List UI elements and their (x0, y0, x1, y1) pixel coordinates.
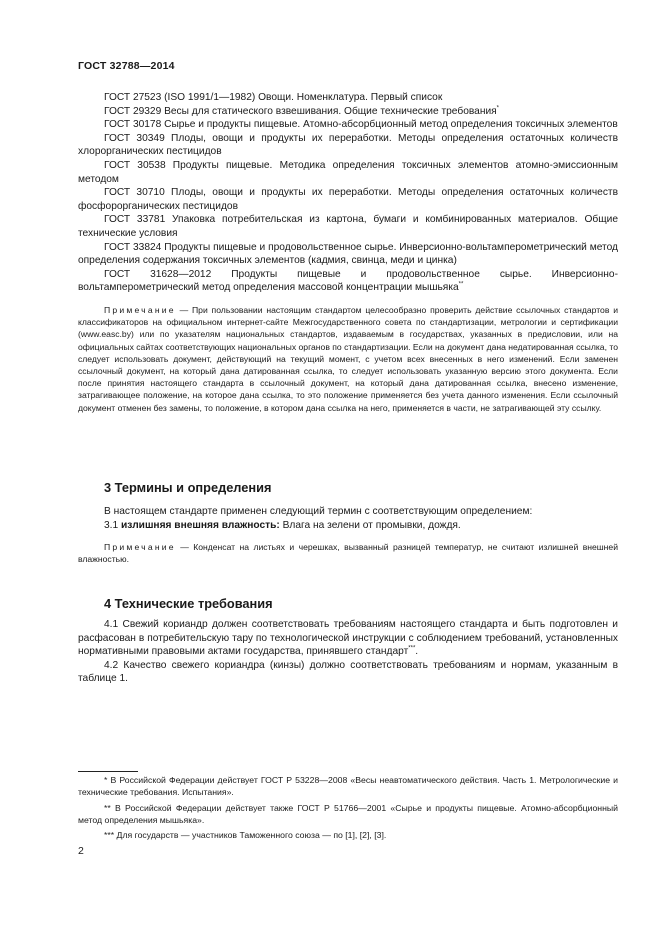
note-label: Примечание (104, 304, 176, 315)
footnote-mark: * (496, 105, 499, 112)
reference-item: ГОСТ 29329 Весы для статического взвешивания. Общие технические требования* (104, 105, 499, 117)
footnote: ** В Российской Федерации действует также ГОСТ Р 51766—2001 «Сырье и продукты пищевые. Атомно-абсорбционный метод определения мышьяка». (78, 802, 618, 825)
section-3-note: Примечание — Конденсат на листьях и черешках, вызванный разницей температур, не считают излишней внешней влажностью. (78, 542, 619, 565)
section-3-intro: В настоящем стандарте применен следующий термин с соответствующим определением: (104, 506, 533, 517)
normative-references (78, 91, 618, 414)
footnote-mark: *** (408, 645, 416, 652)
reference-item: ГОСТ 30538 Продукты пищевые. Методика определения токсичных элементов атомно-эмиссионным методом (78, 159, 618, 185)
footnotes (78, 774, 618, 844)
clause-4-2: 4.2 Качество свежего кориандра (кинзы) должно соответствовать требованиям и нормам, указанным в таблице 1. (78, 659, 618, 685)
clause-4-1: 4.1 Свежий кориандр должен соответствовать требованиям настоящего стандарта и быть подготовлен и расфасован в потребительскую тару по технологической инструкции с соблюдением требований, установленных нормативными правовыми актами государства, принявшего стандарт***. (78, 619, 618, 658)
reference-item: ГОСТ 33781 Упаковка потребительская из картона, бумаги и комбинированных материалов. Общие технические условия (78, 214, 618, 239)
footnote: *** Для государств — участников Таможенного союза — по [1], [2], [3]. (104, 830, 387, 841)
reference-item: ГОСТ 31628—2012 Продукты пищевые и продовольственное сырье. Инверсионно-вольтамперометрический метод определения массовой концентрации мышьяка** (78, 268, 618, 294)
reference-item: ГОСТ 30710 Плоды, овощи и продукты их переработки. Методы определения остаточных количеств фосфорорганических пестицидов (78, 187, 618, 212)
section-3-title: 3 Термины и определения (104, 480, 272, 495)
footnote: * В Российской Федерации действует ГОСТ Р 53228—2008 «Весы неавтоматического действия. Часть 1. Метрологические и технические требования. Испытания». (78, 775, 618, 798)
references-note: Примечание — При пользовании настоящим стандартом целесообразно проверить действие ссылочных стандартов и классификаторов на официальном интернет-сайте Межгосударственного совета по стандартизации, метрологии и сертификации (www.easc.by) или по указателям национальных стандартов, издаваемым в государствах, указанных в предисловии, или на официальных сайтах соответствующих национальных органов по стандартизации. Если на документ дана недатированная ссылка, то следует использовать документ, действующий на текущий момент, с учетом всех внесенных в него изменений. Если заменен ссылочный документ, на который дана датированная ссылка, то следует использовать указанную версию этого документа. Если после принятия настоящего стандарта в ссылочный документ, на который дана датированная ссылка, внесено изменение, затрагивающее положение, на которое дана ссылка, то это положение применяется без учета данного изменения. Если ссылочный документ отменен без замены, то положение, в котором дана ссылка на него, применяется в части, не затрагивающей эту ссылку. (78, 304, 619, 413)
term-definition: 3.1 излишняя внешняя влажность: Влага на зелени от промывки, дождя. (104, 519, 461, 531)
footnote-mark: ** (458, 281, 464, 288)
page-number: 2 (78, 845, 84, 857)
section-4-title: 4 Технические требования (104, 596, 273, 611)
footnote-divider (78, 771, 138, 772)
reference-item: ГОСТ 30349 Плоды, овощи и продукты их переработки. Методы определения остаточных количеств хлорорганических пестицидов (78, 132, 618, 158)
term: излишняя внешняя влажность: (121, 519, 280, 531)
section-4-body (78, 618, 618, 686)
reference-item: ГОСТ 27523 (ISO 1991/1—1982) Овощи. Номенклатура. Первый список (104, 92, 443, 103)
reference-item: ГОСТ 33824 Продукты пищевые и продовольственное сырье. Инверсионно-вольтамперометрический метод определения содержания токсичных элементов (кадмия, свинца, меди и цинка) (78, 241, 618, 267)
reference-item: ГОСТ 30178 Сырье и продукты пищевые. Атомно-абсорбционный метод определения токсичных элементов (104, 119, 618, 131)
doc-header: ГОСТ 32788—2014 (78, 60, 175, 72)
section-3-body (78, 505, 618, 566)
